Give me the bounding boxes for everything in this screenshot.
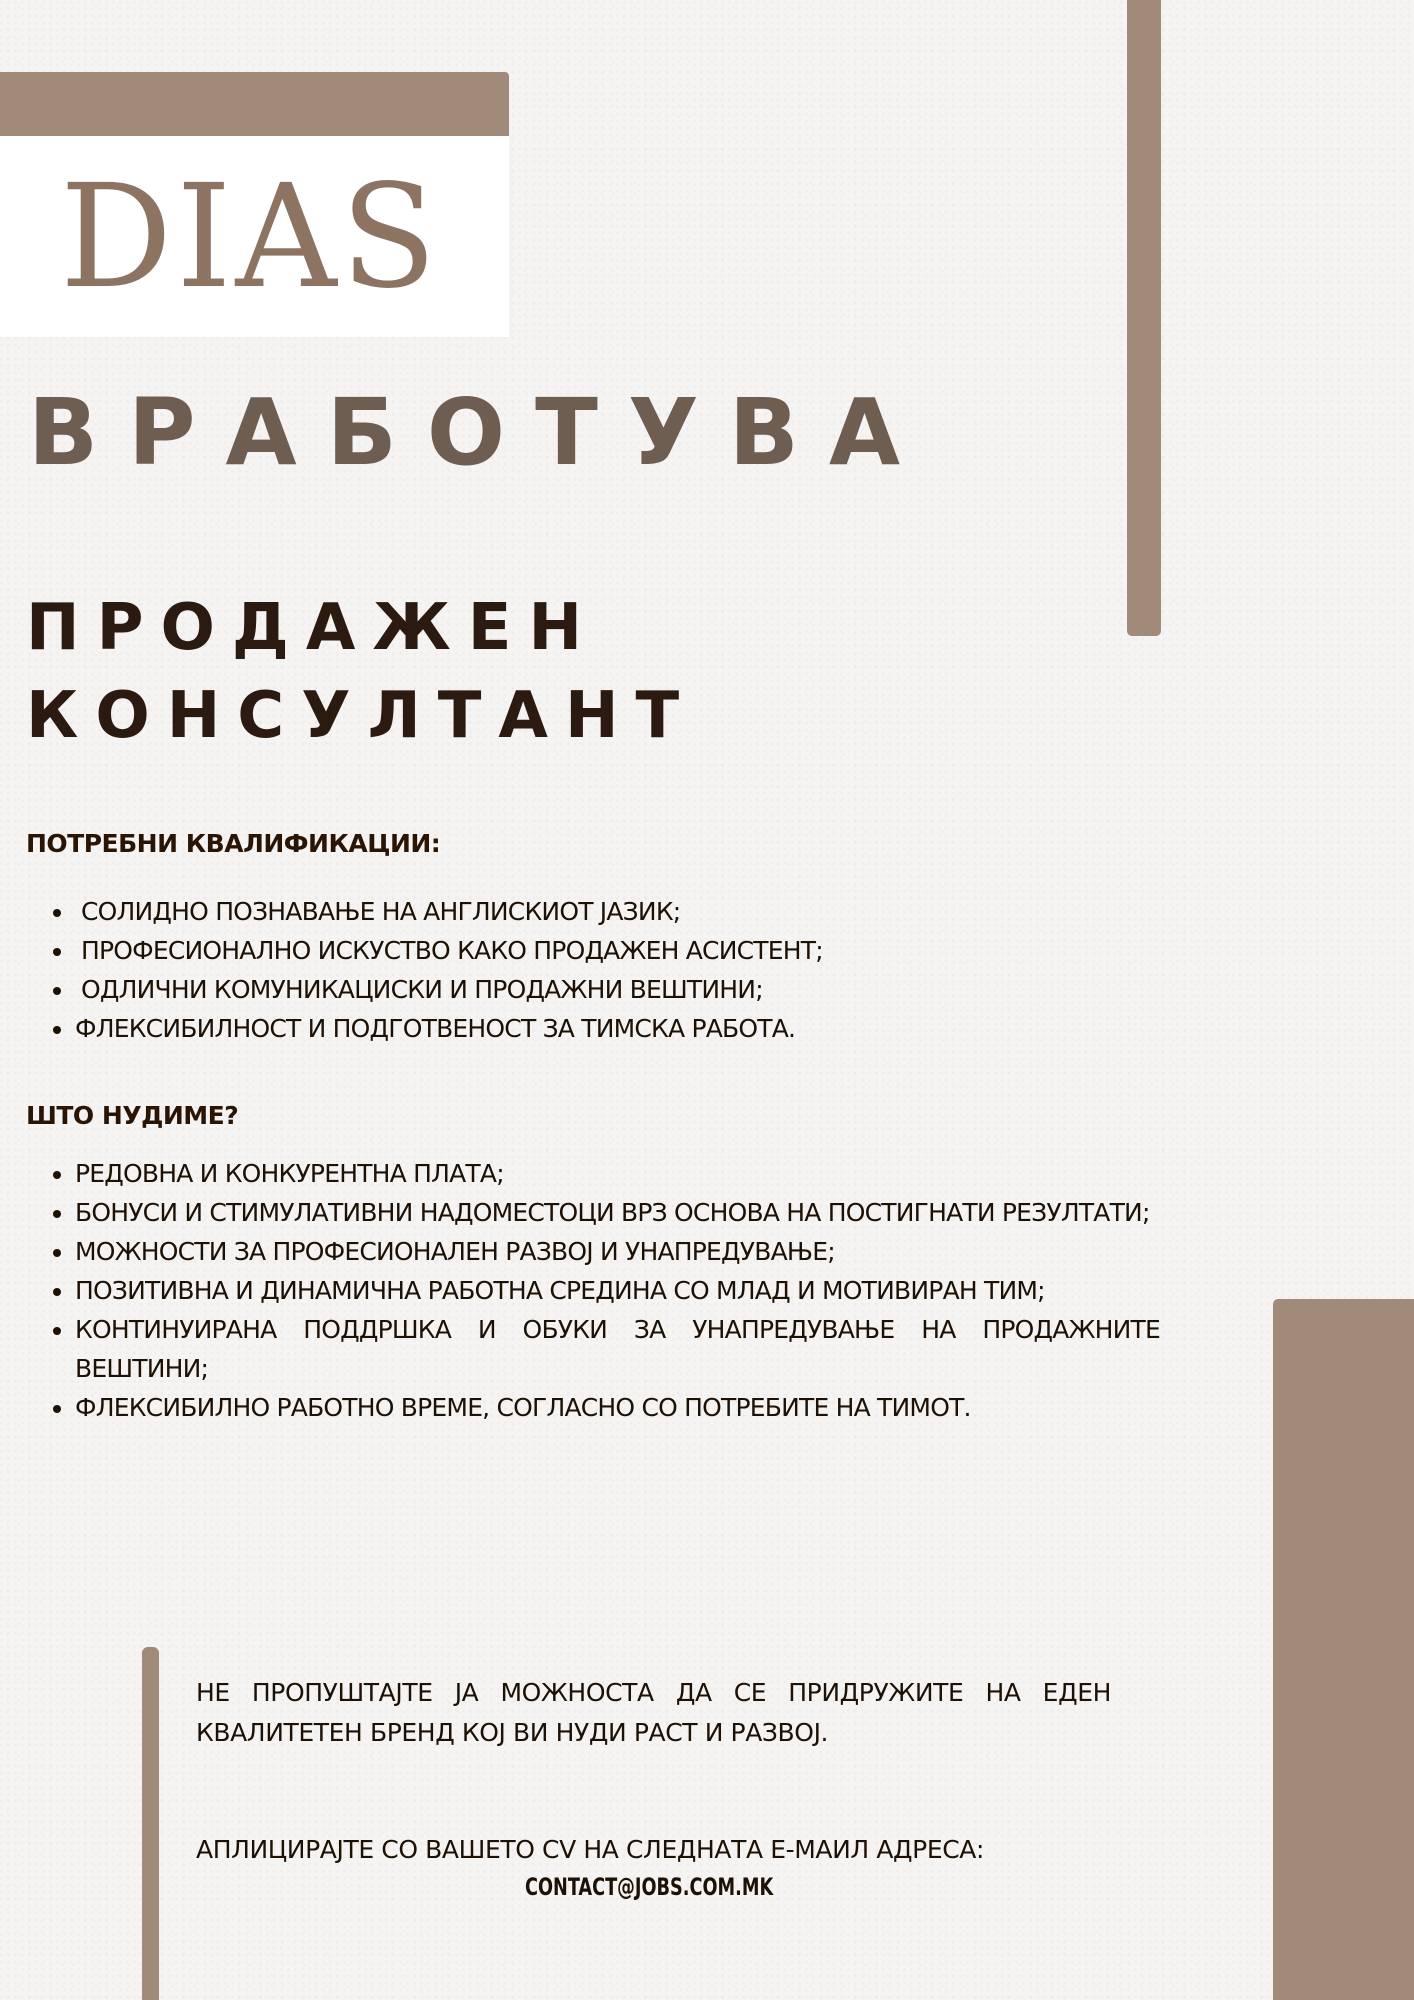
qualifications-heading: ПОТРЕБНИ КВАЛИФИКАЦИИ: — [26, 829, 441, 858]
list-item: • БОНУСИ И СТИМУЛАТИВНИ НАДОМЕСТОЦИ ВРЗ ОСНОВА НА ПОСТИГНАТИ РЕЗУЛТАТИ; — [75, 1193, 1160, 1232]
decorative-vertical-bar-top — [1127, 0, 1161, 636]
list-item: • СОЛИДНО ПОЗНАВАЊЕ НА АНГЛИСКИОТ ЈАЗИК; — [75, 892, 1160, 931]
list-item: • ОДЛИЧНИ КОМУНИКАЦИСКИ И ПРОДАЖНИ ВЕШТИНИ; — [75, 970, 1160, 1009]
decorative-block-bottom-right — [1273, 1299, 1414, 2000]
contact-email[interactable]: CONTACT@JOBS.COM.MK — [525, 1873, 774, 1901]
list-item: • ФЛЕКСИБИЛНО РАБОТНО ВРЕМЕ, СОГЛАСНО СО ПОТРЕБИТЕ НА ТИМОТ. — [75, 1388, 1160, 1427]
headline-hiring: ВРАБОТУВА — [28, 379, 931, 486]
job-title-line-2: КОНСУЛТАНТ — [26, 679, 697, 753]
job-title-line-1: ПРОДАЖЕН — [26, 591, 600, 665]
decorative-vertical-bar-bottom — [142, 1647, 159, 2000]
job-title — [26, 584, 696, 760]
logo-accent-bar — [0, 72, 509, 136]
qualifications-list — [26, 892, 1160, 1048]
offer-list — [26, 1154, 1160, 1427]
list-item: • КОНТИНУИРАНА ПОДДРШКА И ОБУКИ ЗА УНАПРЕДУВАЊЕ НА ПРОДАЖНИТЕ ВЕШТИНИ; — [75, 1310, 1160, 1388]
list-item: • РЕДОВНА И КОНКУРЕНТНА ПЛАТА; — [75, 1154, 1160, 1193]
list-item: • МОЖНОСТИ ЗА ПРОФЕСИОНАЛЕН РАЗВОЈ И УНАПРЕДУВАЊЕ; — [75, 1232, 1160, 1271]
list-item: • ПРОФЕСИОНАЛНО ИСКУСТВО КАКО ПРОДАЖЕН АСИСТЕНТ; — [75, 931, 1160, 970]
offer-heading: ШТО НУДИМЕ? — [26, 1101, 239, 1130]
list-item: • ПОЗИТИВНА И ДИНАМИЧНА РАБОТНА СРЕДИНА СО МЛАД И МОТИВИРАН ТИМ; — [75, 1271, 1160, 1310]
closing-invite-text: НЕ ПРОПУШТАЈТЕ ЈА МОЖНОСТА ДА СЕ ПРИДРУЖИТЕ НА ЕДЕН КВАЛИТЕТЕН БРЕНД КОЈ ВИ НУДИ РАСТ И РАЗВОЈ. — [196, 1678, 1111, 1747]
apply-instruction-text: АПЛИЦИРАЈТЕ СО ВАШЕТО CV НА СЛЕДНАТА Е-МАИЛ АДРЕСА: — [196, 1835, 985, 1864]
list-item: • ФЛЕКСИБИЛНОСТ И ПОДГОТВЕНОСТ ЗА ТИМСКА РАБОТА. — [75, 1009, 1160, 1048]
brand-logo: DIAS — [60, 154, 441, 321]
